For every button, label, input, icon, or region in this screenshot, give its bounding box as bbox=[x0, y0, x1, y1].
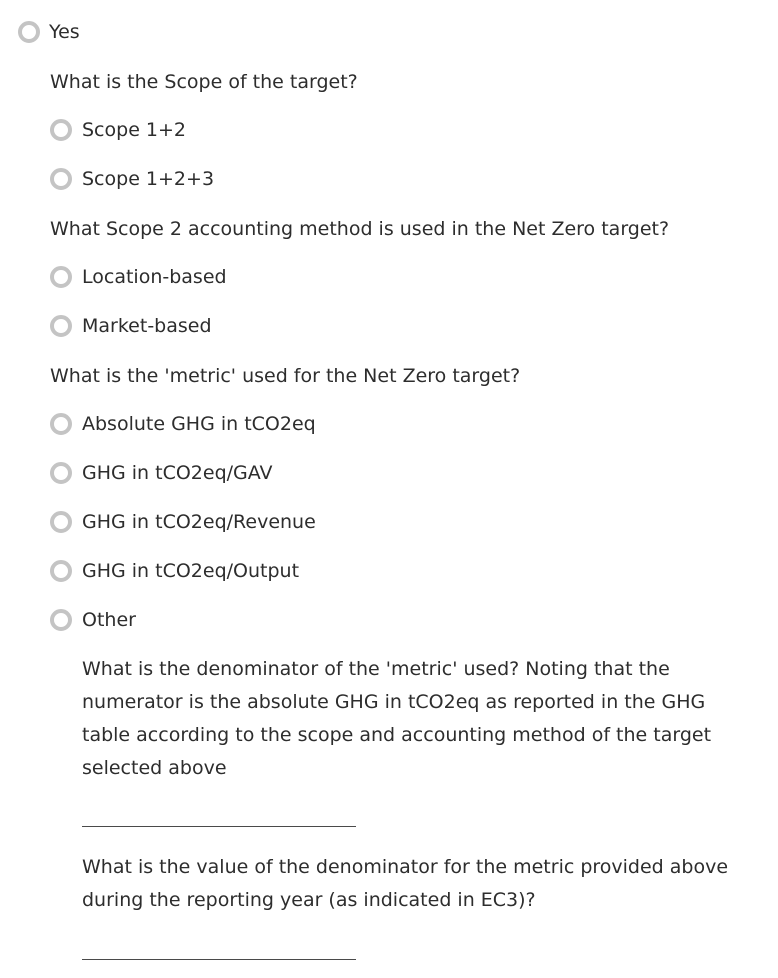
radio-ghg-revenue[interactable] bbox=[50, 510, 316, 534]
radio-other-label: Other bbox=[82, 609, 136, 631]
radio-scope-1-2[interactable] bbox=[50, 118, 186, 142]
radio-market-based-label: Market-based bbox=[82, 315, 212, 337]
radio-circle-icon[interactable] bbox=[50, 609, 72, 631]
radio-circle-icon[interactable] bbox=[50, 266, 72, 288]
radio-circle-icon[interactable] bbox=[50, 462, 72, 484]
radio-scope-1-2-3-label: Scope 1+2+3 bbox=[82, 168, 215, 190]
radio-market-based[interactable] bbox=[50, 314, 212, 338]
radio-ghg-output-label: GHG in tCO2eq/Output bbox=[82, 560, 300, 582]
radio-circle-icon[interactable] bbox=[50, 511, 72, 533]
denominator-value-input[interactable] bbox=[82, 941, 356, 960]
radio-location-based-label: Location-based bbox=[82, 266, 227, 288]
radio-yes-label: Yes bbox=[49, 21, 80, 43]
radio-ghg-gav-label: GHG in tCO2eq/GAV bbox=[82, 462, 273, 484]
radio-scope-1-2-label: Scope 1+2 bbox=[82, 119, 187, 141]
radio-circle-icon[interactable] bbox=[50, 413, 72, 435]
radio-yes[interactable] bbox=[18, 20, 80, 44]
radio-location-based[interactable] bbox=[50, 265, 227, 289]
metric-question: What is the 'metric' used for the Net Zero target? bbox=[50, 365, 521, 387]
radio-absolute-ghg-label: Absolute GHG in tCO2eq bbox=[82, 413, 316, 435]
radio-circle-icon[interactable] bbox=[18, 21, 40, 43]
radio-other[interactable] bbox=[50, 608, 136, 632]
radio-absolute-ghg[interactable] bbox=[50, 412, 316, 436]
scope-question: What is the Scope of the target? bbox=[50, 71, 358, 93]
denominator-input[interactable] bbox=[82, 808, 356, 827]
radio-ghg-output[interactable] bbox=[50, 559, 299, 583]
radio-circle-icon[interactable] bbox=[50, 168, 72, 190]
radio-circle-icon[interactable] bbox=[50, 560, 72, 582]
radio-circle-icon[interactable] bbox=[50, 315, 72, 337]
radio-ghg-gav[interactable] bbox=[50, 461, 273, 485]
accounting-method-question: What Scope 2 accounting method is used in the Net Zero target? bbox=[50, 218, 670, 240]
denominator-question: What is the denominator of the 'metric' used? Noting that the numerator is the absolute GHG in tCO2eq as reported in the GHG table according to the scope and accounting method of the target selected above bbox=[82, 658, 712, 779]
radio-scope-1-2-3[interactable] bbox=[50, 167, 214, 191]
radio-ghg-revenue-label: GHG in tCO2eq/Revenue bbox=[82, 511, 316, 533]
denominator-value-question: What is the value of the denominator for the metric provided above during the reporting year (as indicated in EC3)? bbox=[82, 856, 729, 911]
radio-circle-icon[interactable] bbox=[50, 119, 72, 141]
